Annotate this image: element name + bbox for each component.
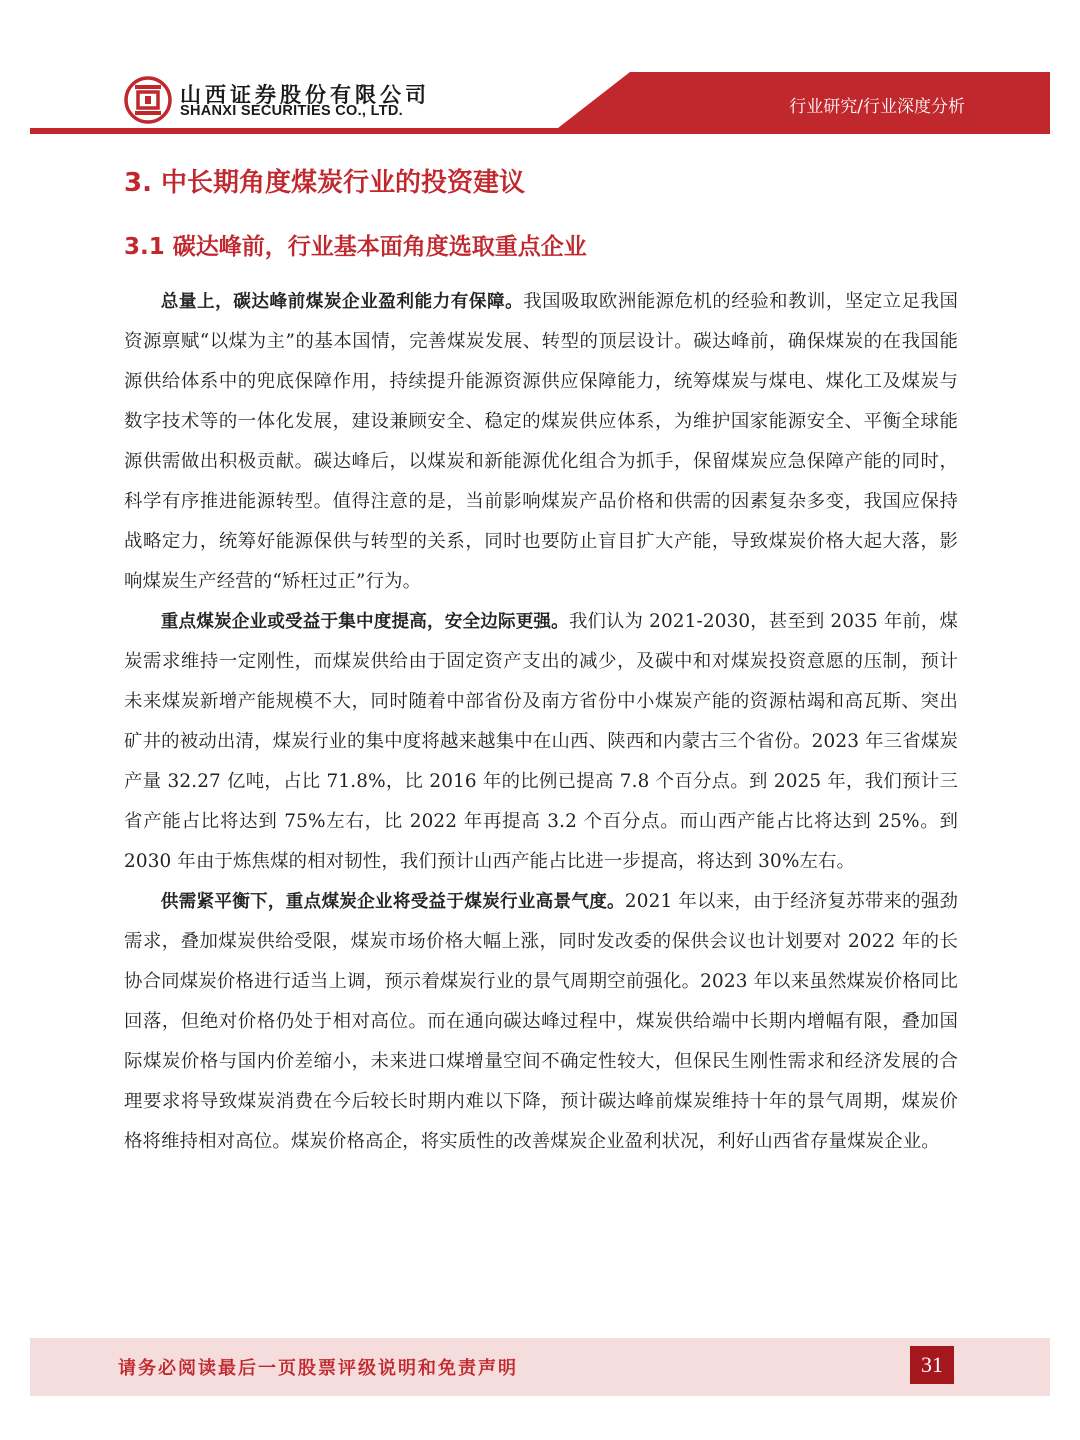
company-name-en: SHANXI SECURITIES CO., LTD. — [180, 103, 403, 119]
paragraph-lead: 重点煤炭企业或受益于集中度提高，安全边际更强。 — [160, 612, 569, 632]
paragraph-text: 我国吸取欧洲能源危机的经验和教训，坚定立足我国资源禀赋“以煤为主”的基本国情，完善煤炭发展、转型的顶层设计。碳达峰前，确保煤炭的在我国能源供给体系中的兜底保障作用，持续提升能源资源供应保障能力，统筹煤炭与煤电、煤化工及煤炭与数字技术等的一体化发展，建设兼顾安全、稳定的煤炭供应体系，为维护国家能源安全、平衡全球能源供需做出积极贡献。碳达峰后，以煤炭和新能源优化组合为抓手，保留煤炭应急保障产能的同时，科学有序推进能源转型。值得注意的是，当前影响煤炭产品价格和供需的因素复杂多变，我国应保持战略定力，统筹好能源保供与转型的关系，同时也要防止盲目扩大产能，导致煤炭价格大起大落，影响煤炭生产经营的“矫枉过正”行为。 — [124, 291, 958, 592]
report-category: 行业研究/行业深度分析 — [789, 97, 965, 117]
paragraph-lead: 供需紧平衡下，重点煤炭企业将受益于煤炭行业高景气度。 — [160, 892, 625, 912]
page-header — [0, 0, 1080, 140]
page-footer — [30, 1338, 1050, 1396]
subsection-heading: 3.1 碳达峰前，行业基本面角度选取重点企业 — [124, 234, 587, 260]
page-number: 31 — [910, 1346, 954, 1384]
paragraph-text: 我们认为 2021-2030，甚至到 2035 年前，煤炭需求维持一定刚性，而煤炭供给由于固定资产支出的减少，及碳中和对煤炭投资意愿的压制，预计未来煤炭新增产能规模不大，同时随着中部省份及南方省份中小煤炭产能的资源枯竭和高瓦斯、突出矿井的被动出清，煤炭行业的集中度将越来越集中在山西、陕西和内蒙古三个省份。2023 年三省煤炭产量 32.27 亿吨，占比 71.8%，比 2016 年的比例已提高 7.8 个百分点。到 2025 年，我们预计三省产能占比将达到 75%左右，比 2022 年再提高 3.2 个百分点。而山西产能占比将达到 25%。到 2030 年由于炼焦煤的相对韧性，我们预计山西产能占比进一步提高，将达到 30%左右。 — [124, 611, 958, 872]
paragraph-lead: 总量上，碳达峰前煤炭企业盈利能力有保障。 — [160, 292, 524, 312]
shanxi-securities-logo-icon — [124, 76, 172, 124]
paragraph — [124, 882, 958, 1162]
paragraph — [124, 602, 958, 882]
section-heading: 3. 中长期角度煤炭行业的投资建议 — [124, 168, 526, 198]
company-name-cn: 山西证券股份有限公司 — [180, 83, 430, 107]
paragraph — [124, 282, 958, 602]
paragraph-text: 2021 年以来，由于经济复苏带来的强劲需求，叠加煤炭供给受限，煤炭市场价格大幅上涨，同时发改委的保供会议也计划要对 2022 年的长协合同煤炭价格进行适当上调，预示着煤炭行业的景气周期空前强化。2023 年以来虽然煤炭价格同比回落，但绝对价格仍处于相对高位。而在通向碳达峰过程中，煤炭供给端中长期内增幅有限，叠加国际煤炭价格与国内价差缩小，未来进口煤增量空间不确定性较大，但保民生刚性需求和经济发展的合理要求将导致煤炭消费在今后较长时期内难以下降，预计碳达峰前煤炭维持十年的景气周期，煤炭价格将维持相对高位。煤炭价格高企，将实质性的改善煤炭企业盈利状况，利好山西省存量煤炭企业。 — [124, 891, 959, 1152]
body-text — [124, 282, 958, 1162]
disclaimer-link[interactable]: 请务必阅读最后一页股票评级说明和免责声明 — [118, 1358, 518, 1379]
